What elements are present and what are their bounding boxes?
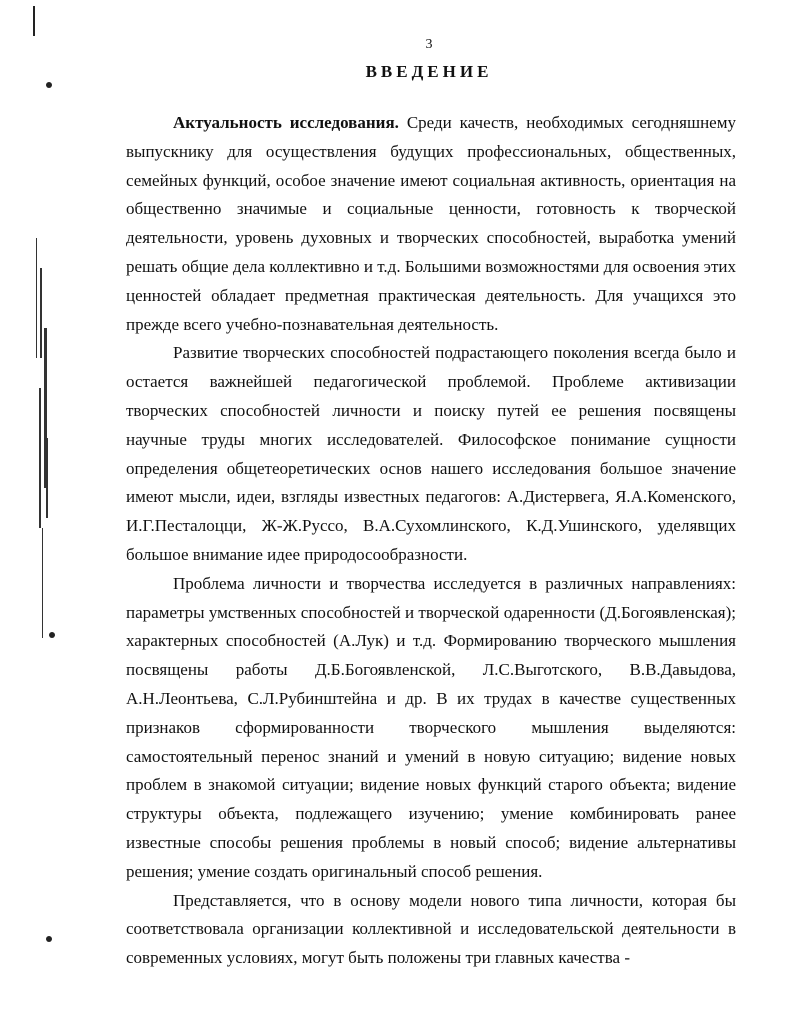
body-text [126, 109, 736, 973]
page-title: ВВЕДЕНИЕ [365, 62, 493, 81]
scan-dot-middle [49, 632, 55, 638]
scan-dot-top [46, 82, 52, 88]
paragraph-text: Среди качеств, необходимых сегодняшнему выпускнику для осуществления будущих профессиональных, общественных, семейных функций, особое значение имеют социальная активность, ориентация на общественно значимые и социальные ценности, готовность к творческой деятельности, уровень духовных и творческих способностей, выработка умений решать общие дела коллективно и т.д. Большими возможностями для освоения этих ценностей обладает предметная практическая деятельность. Для учащихся это прежде всего учебно-познавательная деятельность. [126, 113, 736, 334]
paragraph-relevance [126, 109, 736, 339]
paragraph-lead: Актуальность исследования. [173, 113, 399, 132]
paragraph-development: Развитие творческих способностей подрастающего поколения всегда было и остается важнейшей педагогической проблемой. Проблеме активизации творческих способностей личности и поиску путей ее решения посвящены научные труды многих исследователей. Философское понимание сущности определения общетеоретических основ нашего исследования большое значение имеют мысли, идеи, взгляды известных педагогов: А.Дистервега, Я.А.Коменского, И.Г.Песталоцци, Ж-Ж.Руссо, В.А.Сухомлинского, К.Д.Ушинского, уделявщих большое внимание идее природосообразности. [126, 343, 736, 564]
paragraph-creativity: Проблема личности и творчества исследуется в различных направлениях: параметры умственных способностей и творческой одаренности (Д.Богоявленская); характерных способностей (А.Лук) и т.д. Формированию творческого мышления посвящены работы Д.Б.Богоявленской, Л.С.Выготского, В.В.Давыдова, А.Н.Леонтьева, С.Л.Рубинштейна и др. В их трудах в качестве существенных признаков сформированности творческого мышления выделяются: самостоятельный перенос знаний и умений в новую ситуацию; видение новых проблем в знакомой ситуации; видение новых функций старого объекта; видение структуры объекта, подлежащего изучению; умение комбинировать ранее известные способы решения проблемы в новый способ; видение альтернативы решения; умение создать оригинальный способ решения. [126, 573, 736, 881]
scan-dot-bottom [46, 936, 52, 942]
paragraph-model: Представляется, что в основу модели нового типа личности, которая бы соответствовала организации коллективной и исследовательской деятельности в современных условиях, могут быть положены три главных качества - [126, 890, 736, 968]
page-number: 3 [425, 37, 433, 52]
scan-binding-strip [34, 238, 50, 658]
scan-margin-line [33, 6, 35, 36]
